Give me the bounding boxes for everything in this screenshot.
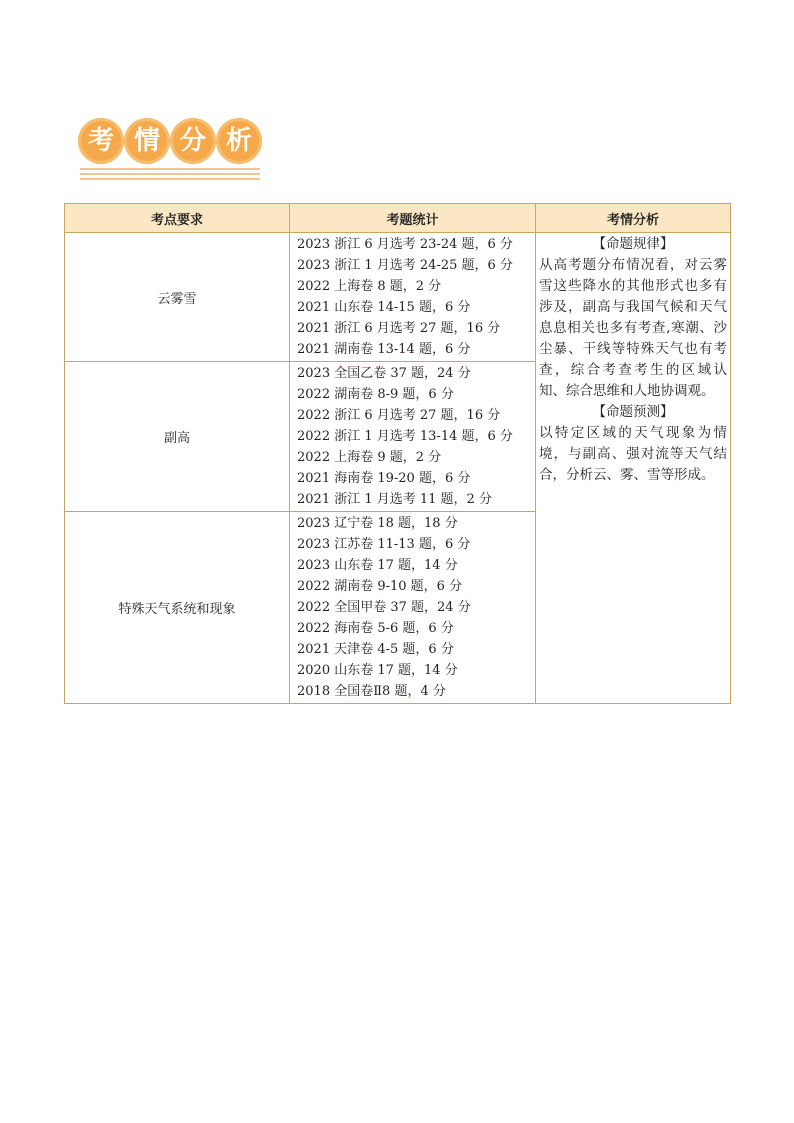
stat-item: 2022 浙江 6 月选考 27 题，16 分: [297, 408, 501, 423]
exam-analysis-table: [64, 203, 731, 704]
stat-item: 2022 海南卷 5-6 题，6 分: [297, 621, 454, 636]
stat-item: 2021 湖南卷 13-14 题，6 分: [297, 342, 471, 357]
banner-char-2: 情: [124, 118, 170, 164]
banner-char-3: 分: [170, 118, 216, 164]
stat-item: 2022 湖南卷 9-10 题，6 分: [297, 579, 463, 594]
stat-item: 2023 浙江 1 月选考 24-25 题，6 分: [297, 258, 513, 273]
stat-item: 2021 浙江 6 月选考 27 题，16 分: [297, 321, 501, 336]
banner-underline-2: [80, 173, 260, 175]
banner-underline-3: [80, 178, 260, 180]
table-header-row: [65, 204, 731, 233]
forecast-text: 以特定区域的天气现象为情境，与副高、强对流等天气结合，分析云、雾、雪等形成。: [539, 425, 727, 483]
analysis-cell: [536, 233, 731, 704]
header-statistics: 考题统计: [290, 204, 536, 233]
statistics-cell: [290, 233, 536, 362]
stat-item: 2023 全国乙卷 37 题，24 分: [297, 366, 471, 381]
stat-item: 2018 全国卷Ⅱ8 题，4 分: [297, 684, 446, 699]
statistics-cell: [290, 512, 536, 704]
requirement-cell: 特殊天气系统和现象: [65, 512, 290, 704]
stat-item: 2023 江苏卷 11-13 题，6 分: [297, 537, 471, 552]
stat-item: 2023 山东卷 17 题，14 分: [297, 558, 458, 573]
banner-char-4: 析: [216, 118, 262, 164]
stat-item: 2022 浙江 1 月选考 13-14 题，6 分: [297, 429, 513, 444]
requirement-cell: 云雾雪: [65, 233, 290, 362]
stat-item: 2021 天津卷 4-5 题，6 分: [297, 642, 454, 657]
banner-char-1: 考: [78, 118, 124, 164]
statistics-cell: [290, 362, 536, 512]
banner-underline-1: [80, 168, 260, 170]
stat-item: 2022 上海卷 8 题，2 分: [297, 279, 442, 294]
stat-item: 2021 山东卷 14-15 题，6 分: [297, 300, 471, 315]
rule-text: 从高考题分布情况看，对云雾雪这些降水的其他形式也多有涉及，副高与我国气候和天气息息相关也多有考查,寒潮、沙尘暴、干线等特殊天气也有考查，综合考查考生的区域认知、综合思维和人地协调观。: [539, 257, 727, 399]
stat-item: 2022 全国甲卷 37 题，24 分: [297, 600, 471, 615]
table-row: [65, 233, 731, 362]
stat-item: 2022 上海卷 9 题，2 分: [297, 450, 442, 465]
stat-item: 2023 辽宁卷 18 题，18 分: [297, 516, 458, 531]
header-requirement: 考点要求: [65, 204, 290, 233]
rule-heading: 【命题规律】: [592, 236, 674, 252]
forecast-heading: 【命题预测】: [592, 404, 674, 420]
section-banner: [78, 118, 268, 182]
header-analysis: 考情分析: [536, 204, 731, 233]
requirement-cell: 副高: [65, 362, 290, 512]
stat-item: 2023 浙江 6 月选考 23-24 题，6 分: [297, 237, 513, 252]
stat-item: 2020 山东卷 17 题，14 分: [297, 663, 458, 678]
stat-item: 2021 海南卷 19-20 题，6 分: [297, 471, 471, 486]
stat-item: 2022 湖南卷 8-9 题，6 分: [297, 387, 454, 402]
stat-item: 2021 浙江 1 月选考 11 题，2 分: [297, 492, 492, 507]
